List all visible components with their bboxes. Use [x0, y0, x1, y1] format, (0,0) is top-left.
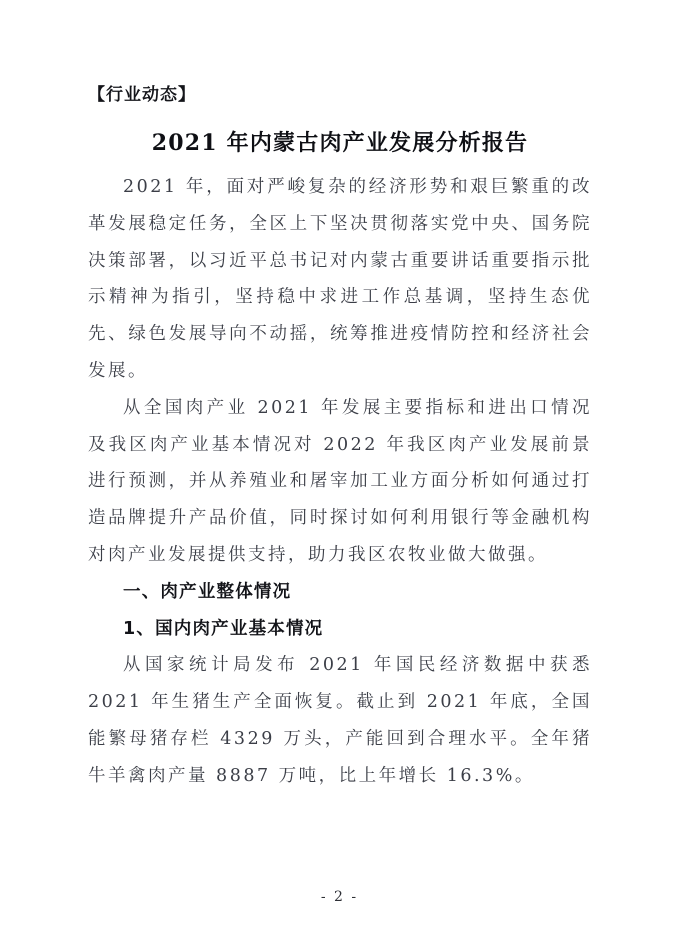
intro-paragraph-1: 2021 年，面对严峻复杂的经济形势和艰巨繁重的改革发展稳定任务，全区上下坚决贯彻落实党中央、国务院决策部署，以习近平总书记对内蒙古重要讲话重要指示批示精神为指引，坚持稳中求进工作总基调，坚持生态优先、绿色发展导向不动摇，统筹推进疫情防控和经济社会发展。	[88, 177, 592, 381]
page-number: - 2 -	[320, 889, 359, 905]
page-content	[88, 84, 592, 795]
section-heading: 一、肉产业整体情况	[123, 581, 292, 602]
document-body	[88, 169, 592, 795]
document-title: 2021 年内蒙古肉产业发展分析报告	[151, 130, 529, 156]
intro-paragraph-2: 从全国肉产业 2021 年发展主要指标和进出口情况及我区肉产业基本情况对 2022 年我区肉产业发展前景进行预测，并从养殖业和屠宰加工业方面分析如何通过打造品牌提升产品价值，同时探讨如何利用银行等金融机构对肉产业发展提供支持，助力我区农牧业做大做强。	[88, 397, 592, 565]
subsection-heading: 1、国内肉产业基本情况	[123, 618, 324, 639]
category-label: 【行业动态】	[88, 85, 196, 105]
subsection-paragraph: 从国家统计局发布 2021 年国民经济数据中获悉 2021 年生猪生产全面恢复。截止到 2021 年底，全国能繁母猪存栏 4329 万头，产能回到合理水平。全年猪牛羊禽肉产量 8887 万吨，比上年增长 16.3%。	[88, 655, 592, 786]
